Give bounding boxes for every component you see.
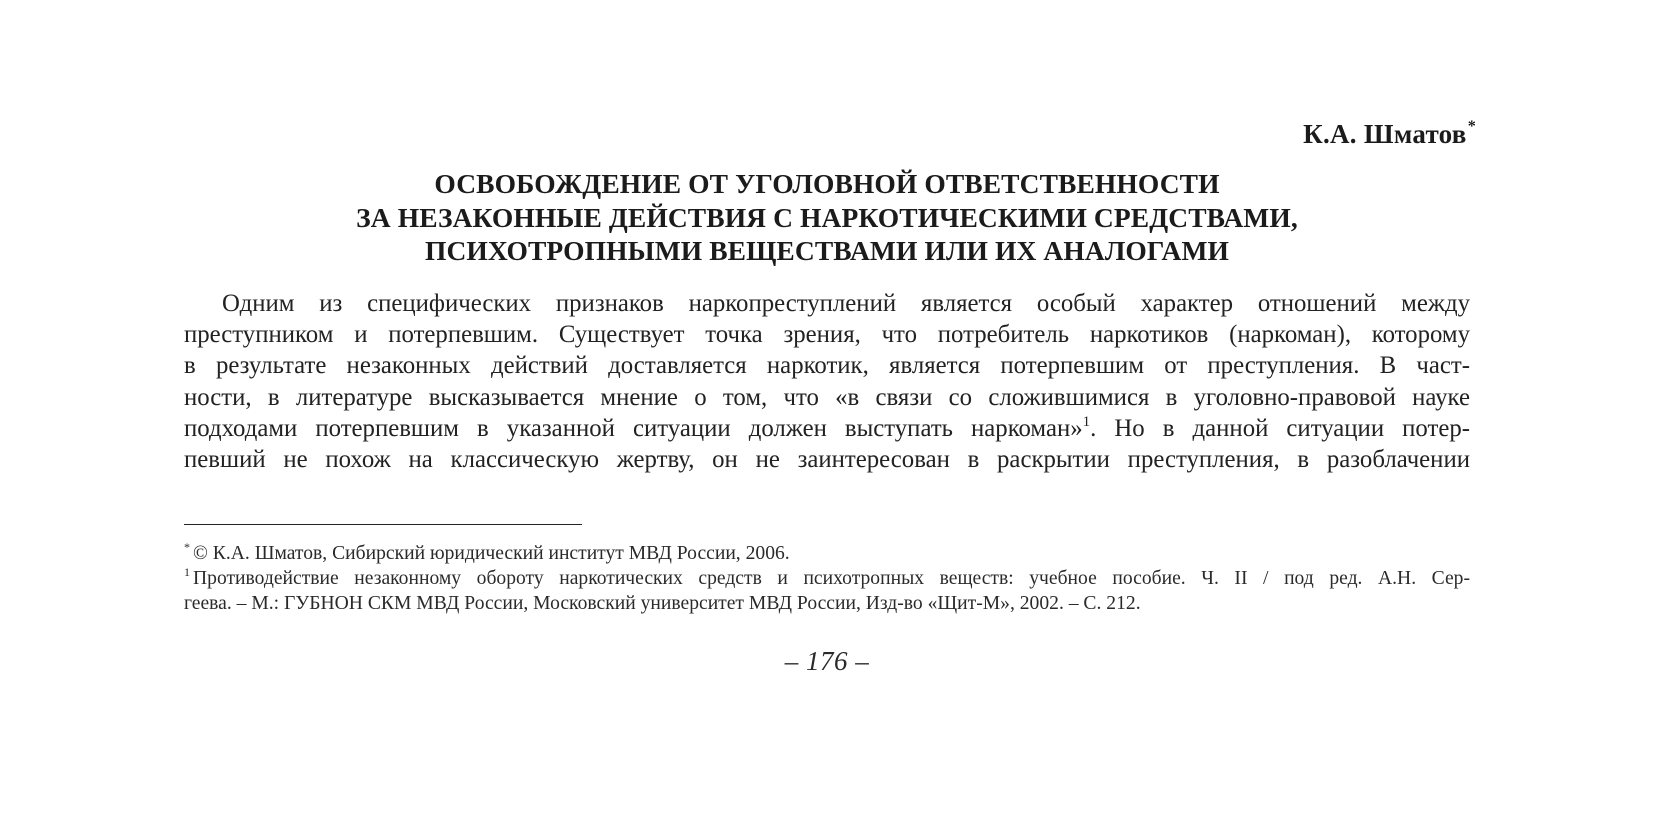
footnotes bbox=[184, 541, 1470, 616]
footnote-divider bbox=[184, 524, 582, 525]
body-line-2: преступником и потерпевшим. Существует точка зрения, что потребитель наркотиков (наркоман), которому bbox=[184, 321, 1470, 349]
title-line-2: ЗА НЕЗАКОННЫЕ ДЕЙСТВИЯ С НАРКОТИЧЕСКИМИ СРЕДСТВАМИ, bbox=[356, 201, 1298, 233]
body-line-5-text: подходами потерпевшим в указанной ситуации должен выступать наркоман» bbox=[184, 414, 1083, 442]
footnote-reference-1[interactable]: 1 bbox=[1082, 413, 1091, 430]
footnote-author-mark: * bbox=[184, 540, 190, 554]
footnote-1-line-2: геева. – М.: ГУБНОН СКМ МВД России, Московский университет МВД России, Изд-во «Щит-М», 2002. – С. 212. bbox=[184, 593, 1141, 614]
body-line-4: ности, в литературе высказывается мнение о том, что «в связи со сложившимися в уголовно-правовой науке bbox=[184, 383, 1470, 411]
body-line-5 bbox=[184, 413, 1470, 444]
footnote-1-text-1: Противодействие незаконному обороту наркотических средств и психотропных веществ: учебное пособие. Ч. II / под ред. А.Н. Сер- bbox=[193, 568, 1470, 589]
title-line-3: ПСИХОТРОПНЫМИ ВЕЩЕСТВАМИ ИЛИ ИХ АНАЛОГАМИ bbox=[424, 235, 1230, 266]
title-line-1: ОСВОБОЖДЕНИЕ ОТ УГОЛОВНОЙ ОТВЕТСТВЕННОСТИ bbox=[434, 168, 1220, 199]
body-line-3: в результате незаконных действий доставляется наркотик, является потерпевшим от преступления. В част- bbox=[184, 352, 1470, 380]
footnote-1-mark: 1 bbox=[184, 565, 190, 579]
body-line-6: певший не похож на классическую жертву, он не заинтересован в раскрытии преступления, в разоблачении bbox=[184, 446, 1470, 474]
author-name-text: К.А. Шматов bbox=[1303, 119, 1467, 149]
footnote-author-text: © К.А. Шматов, Сибирский юридический институт МВД России, 2006. bbox=[193, 543, 790, 564]
footnote-1-line-1 bbox=[184, 566, 1470, 591]
author-footnote-mark: * bbox=[1467, 118, 1476, 135]
footnote-author bbox=[184, 541, 1470, 566]
page-number: – 176 – bbox=[784, 646, 870, 676]
body-line-5-tail: . Но в данной ситуации потер- bbox=[1090, 414, 1470, 442]
body-paragraph bbox=[184, 288, 1470, 475]
article-title bbox=[184, 167, 1470, 268]
body-line-1: Одним из специфических признаков наркопреступлений является особый характер отношений между bbox=[222, 290, 1470, 317]
author-name bbox=[1303, 118, 1476, 150]
